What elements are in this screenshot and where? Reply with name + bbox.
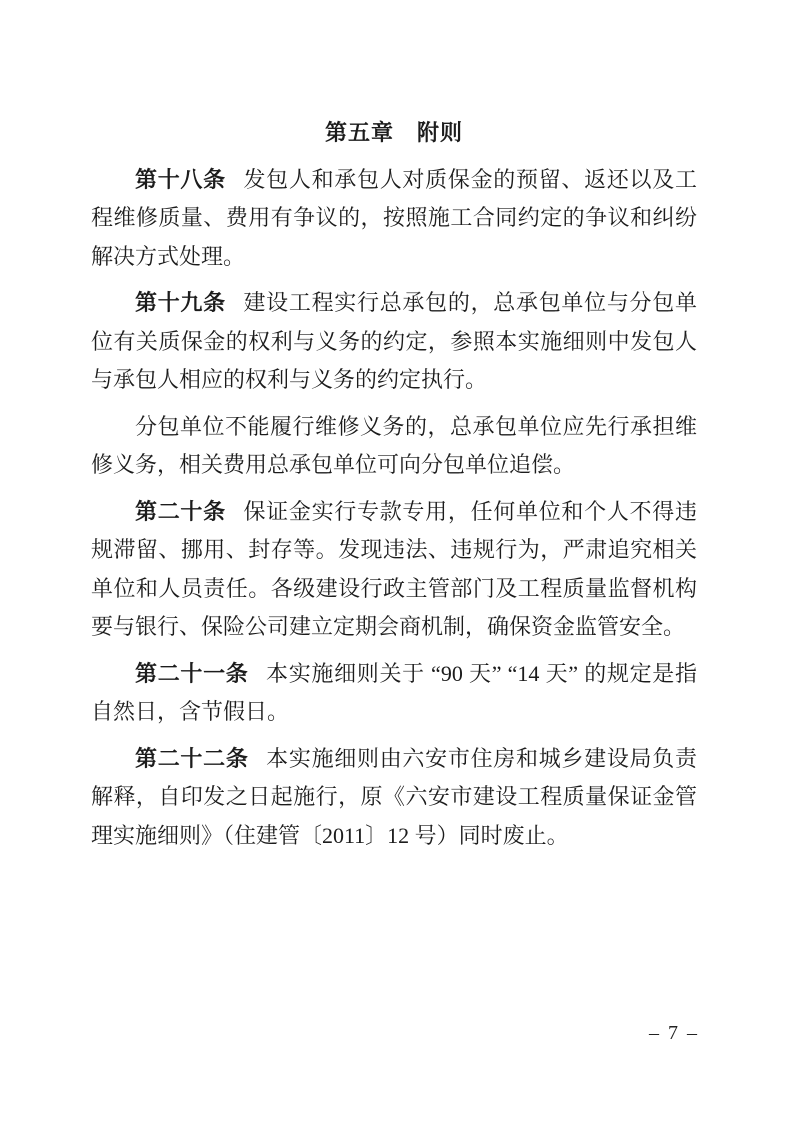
article-paragraph [91,161,697,277]
article-text: 分包单位不能履行维修义务的，总承包单位应先行承担维修义务，相关费用总承包单位可向分包单位追偿。 [91,413,697,477]
article-number: 第十九条 [135,290,226,315]
article-text: 发包人和承包人对质保金的预留、返还以及工程维修质量、费用有争议的，按照施工合同约定的争议和纠纷解决方式处理。 [91,166,697,269]
article-paragraph [91,740,697,856]
article-number: 第十八条 [135,166,226,192]
article-paragraph [91,284,697,400]
article-number: 第二十二条 [135,745,249,771]
article-text: 建设工程实行总承包的，总承包单位与分包单位有关质保金的权利与义务的约定，参照本实施细则中发包人与承包人相应的权利与义务的约定执行。 [91,290,697,392]
article-number: 第二十一条 [135,660,249,686]
article-paragraph [91,655,697,732]
article-paragraph [91,493,697,647]
article-paragraph [91,408,697,485]
page-number: – 7 – [649,1022,699,1044]
article-number: 第二十条 [135,498,226,524]
chapter-title: 第五章 附则 [324,120,463,145]
article-text: 本实施细则关于 “90 天” “14 天” 的规定是指自然日，含节假日。 [91,660,697,724]
article-text: 保证金实行专款专用，任何单位和个人不得违规滞留、挪用、封存等。发现违法、违规行为，严肃追究相关单位和人员责任。各级建设行政主管部门及工程质量监督机构要与银行、保险公司建立定期会商机制，确保资金监管安全。 [91,498,697,639]
document-body [91,114,697,863]
article-text: 本实施细则由六安市住房和城乡建设局负责解释，自印发之日起施行，原《六安市建设工程质量保证金管理实施细则》（住建管〔2011〕12 号）同时废止。 [91,745,697,848]
